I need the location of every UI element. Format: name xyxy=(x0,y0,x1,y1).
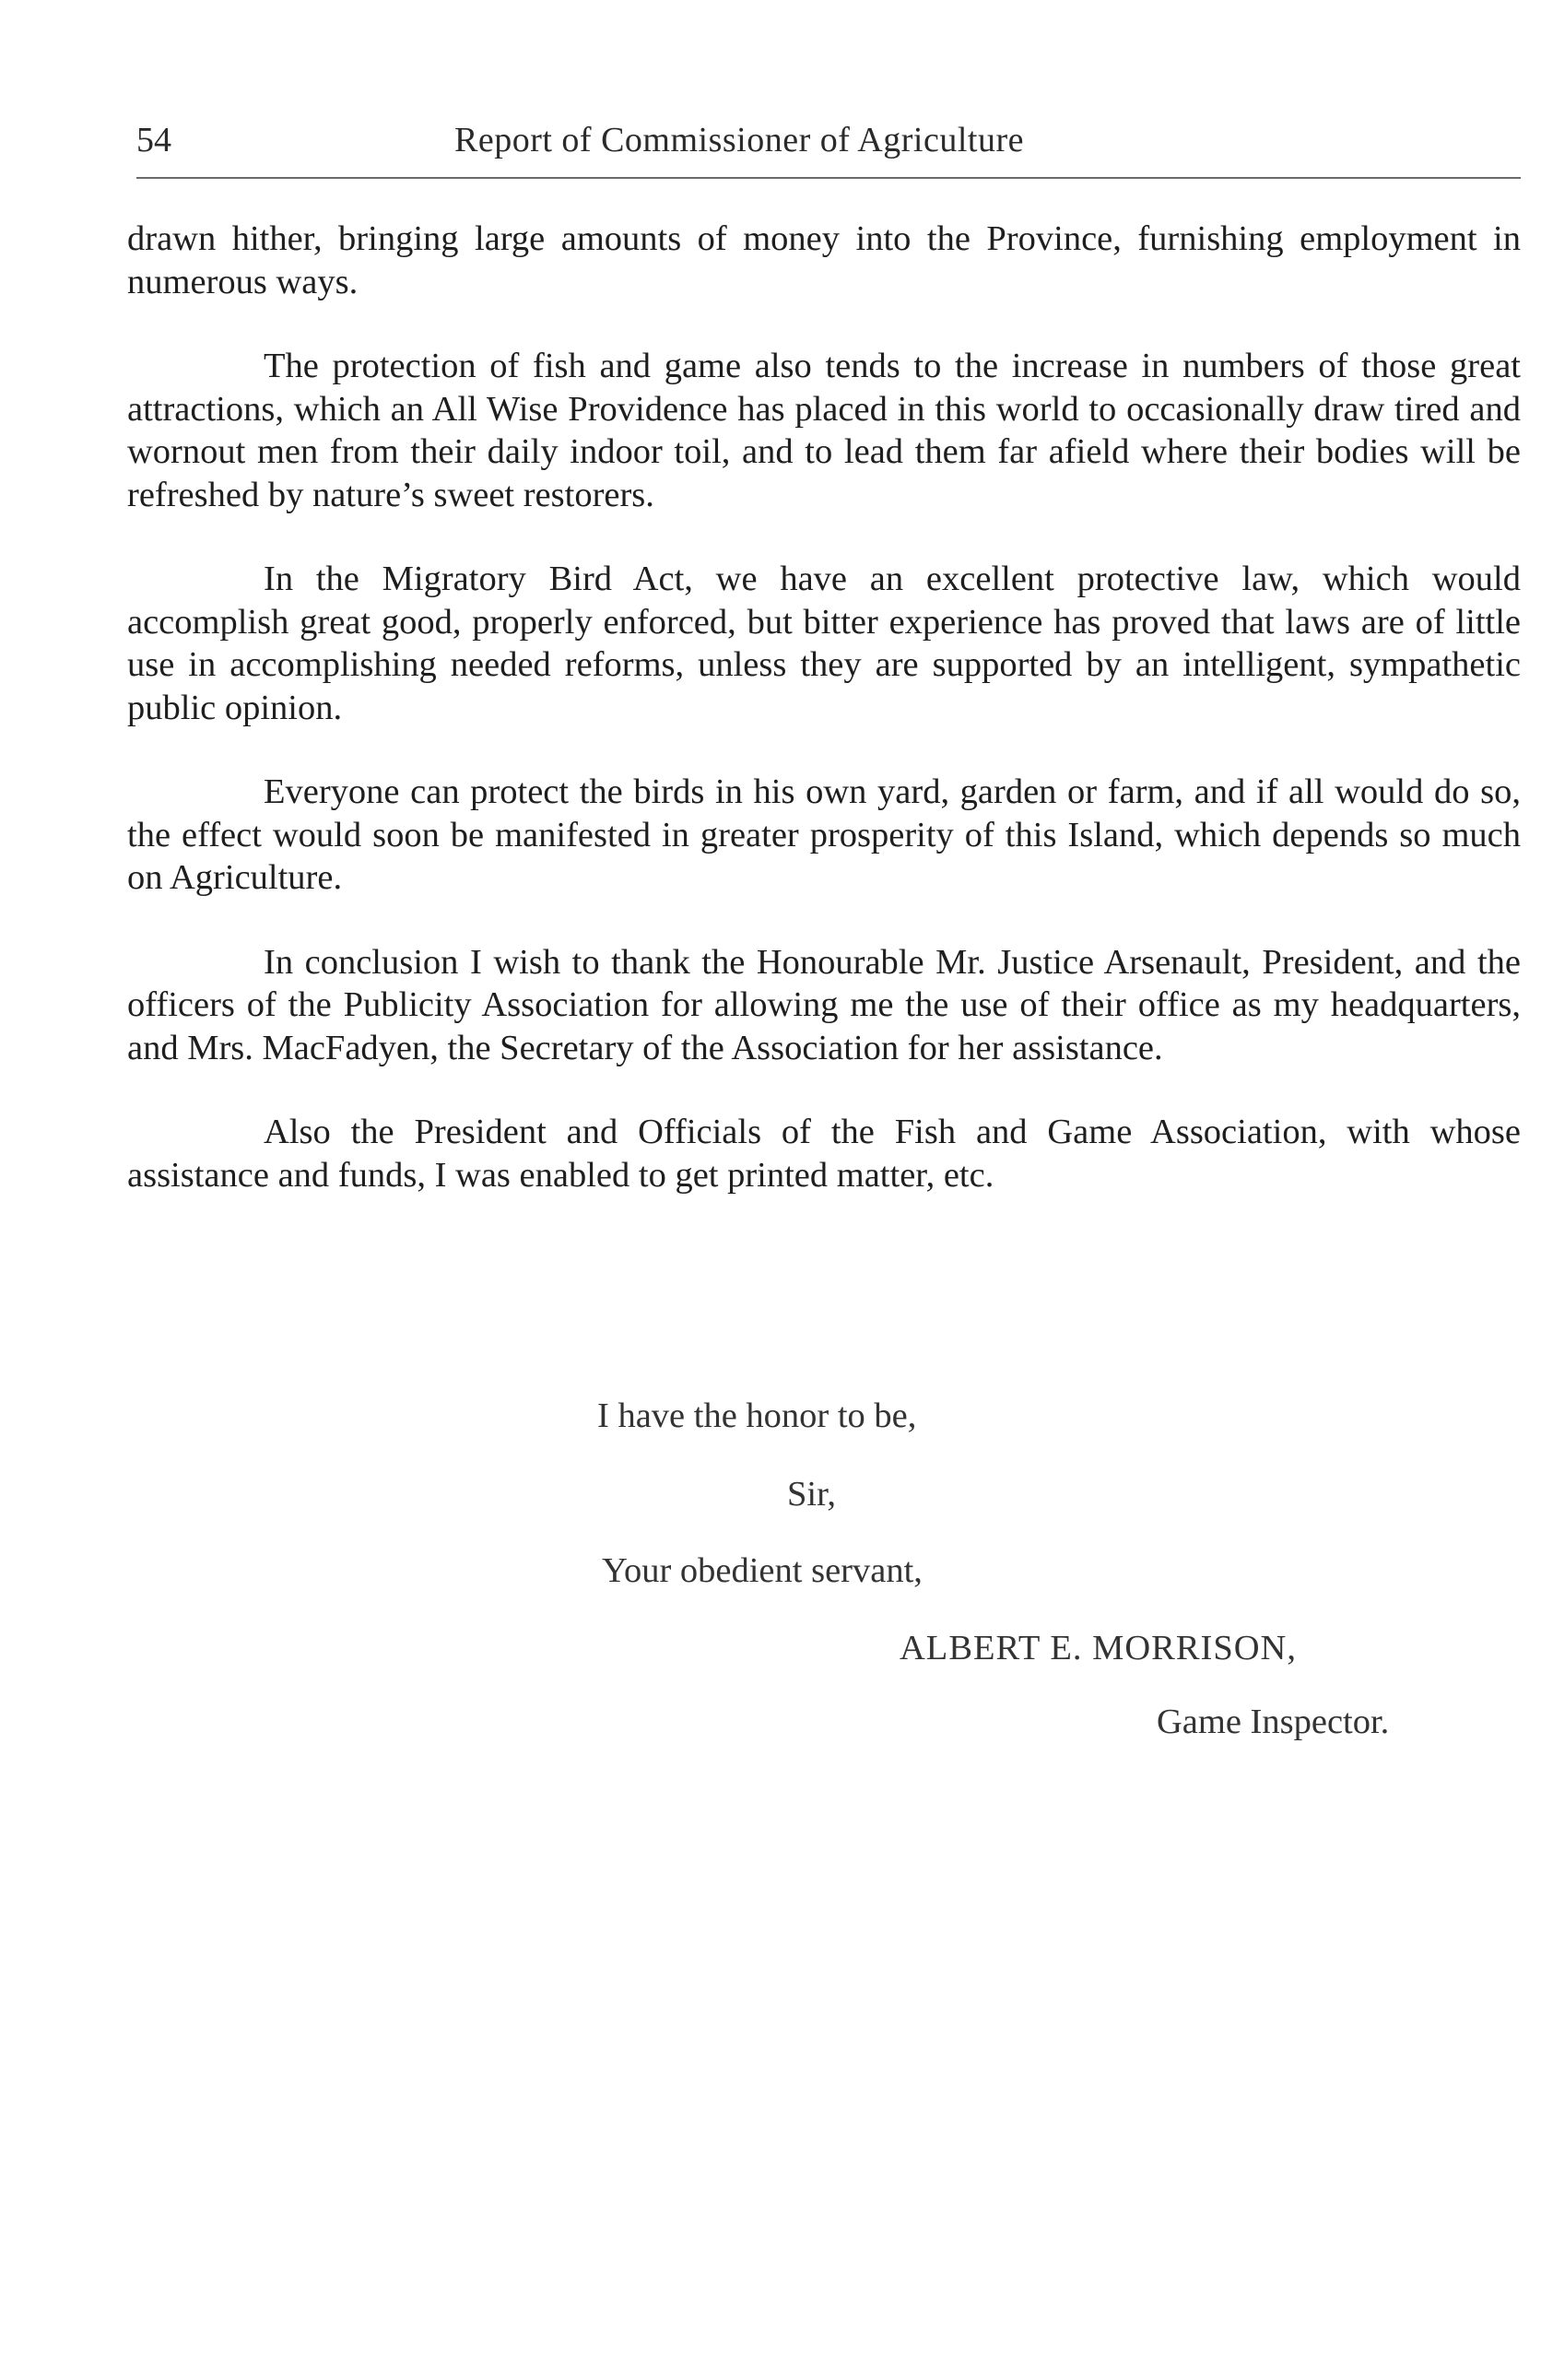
paragraph-protect-birds: Everyone can protect the birds in his own yard, garden or farm, and if all would do so, the effect would soon be manifested in greater prosperity of this Island, which depends so much on Agriculture. xyxy=(127,772,1521,897)
page-header xyxy=(136,112,1519,168)
signatory-title: Game Inspector. xyxy=(1157,1703,1390,1741)
closing-salutation: I have the honor to be, xyxy=(597,1396,917,1435)
report-body xyxy=(127,218,1521,1206)
paragraph-fish-game-association: Also the President and Officials of the Fish and Game Association, with whose assistance and funds, I was enabled to get printed matter, etc. xyxy=(127,1113,1521,1195)
paragraph-acknowledgement: In conclusion I wish to thank the Honourable Mr. Justice Arsenault, President, and the officers of the Publicity Association for allowing me the use of their office as my headquarters, and Mrs. MacFadyen, the Secretary of the Association for her assistance. xyxy=(127,942,1521,1067)
closing-address: Sir, xyxy=(787,1475,837,1514)
paragraph-migratory-bird-act: In the Migratory Bird Act, we have an excellent protective law, which would accomplish great good, properly enforced, but bitter experience has proved that laws are of little use in accomplishing needed reforms, unless they are supported by an intelligent, sympathetic public opinion. xyxy=(127,560,1521,727)
paragraph-continuation: drawn hither, bringing large amounts of money into the Province, furnishing employment in numerous ways. xyxy=(127,219,1521,301)
running-title: Report of Commissioner of Agriculture xyxy=(454,121,1024,159)
signatory-name: ALBERT E. MORRISON, xyxy=(900,1629,1297,1667)
paragraph-fish-and-game: The protection of fish and game also tends to the increase in numbers of those great attractions, which an All Wise Providence has placed in this world to occasionally draw tired and wornout men from their daily indoor toil, and to lead them far afield where their bodies will be refreshed by nature’s sweet restorers. xyxy=(127,347,1521,514)
page-number: 54 xyxy=(136,121,171,159)
closing-valediction: Your obedient servant, xyxy=(602,1551,923,1590)
header-rule xyxy=(136,177,1521,179)
